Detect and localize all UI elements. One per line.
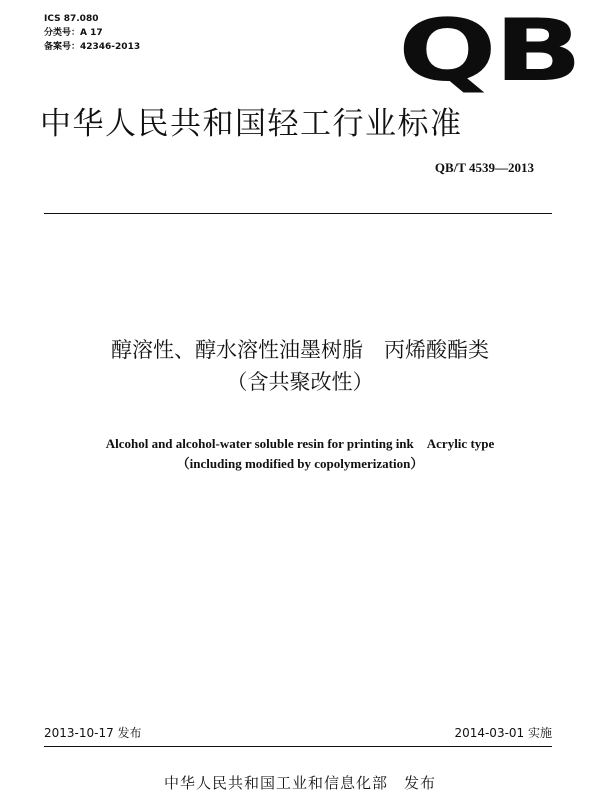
document-title-en: [0, 434, 600, 474]
standard-code: QB/T 4539—2013: [434, 160, 534, 175]
footer-divider: [44, 746, 552, 747]
record-number: 备案号：42346-2013: [44, 42, 141, 52]
document-title-en-line2: （including modified by copolymerization）: [176, 456, 424, 471]
implementation-date: 2014-03-01 实施: [454, 726, 552, 740]
document-title-cn: [0, 334, 600, 398]
header-divider: [44, 213, 552, 214]
qb-logo: QB: [398, 1, 580, 101]
ics-code: ICS 87.080: [44, 14, 99, 24]
document-title-cn-line1: 醇溶性、醇水溶性油墨树脂 丙烯酸酯类: [111, 338, 489, 362]
document-title-en-line1: Alcohol and alcohol-water soluble resin for printing ink Acrylic type: [105, 436, 495, 451]
publisher: 中华人民共和国工业和信息化部 发布: [163, 774, 436, 792]
meta-block: [44, 12, 140, 54]
document-title-cn-line2: （含共聚改性）: [226, 370, 374, 394]
standard-title: 中华人民共和国轻工行业标准: [40, 106, 463, 142]
issue-date: 2013-10-17 发布: [44, 726, 142, 740]
classification-code: 分类号：A 17: [44, 28, 103, 38]
